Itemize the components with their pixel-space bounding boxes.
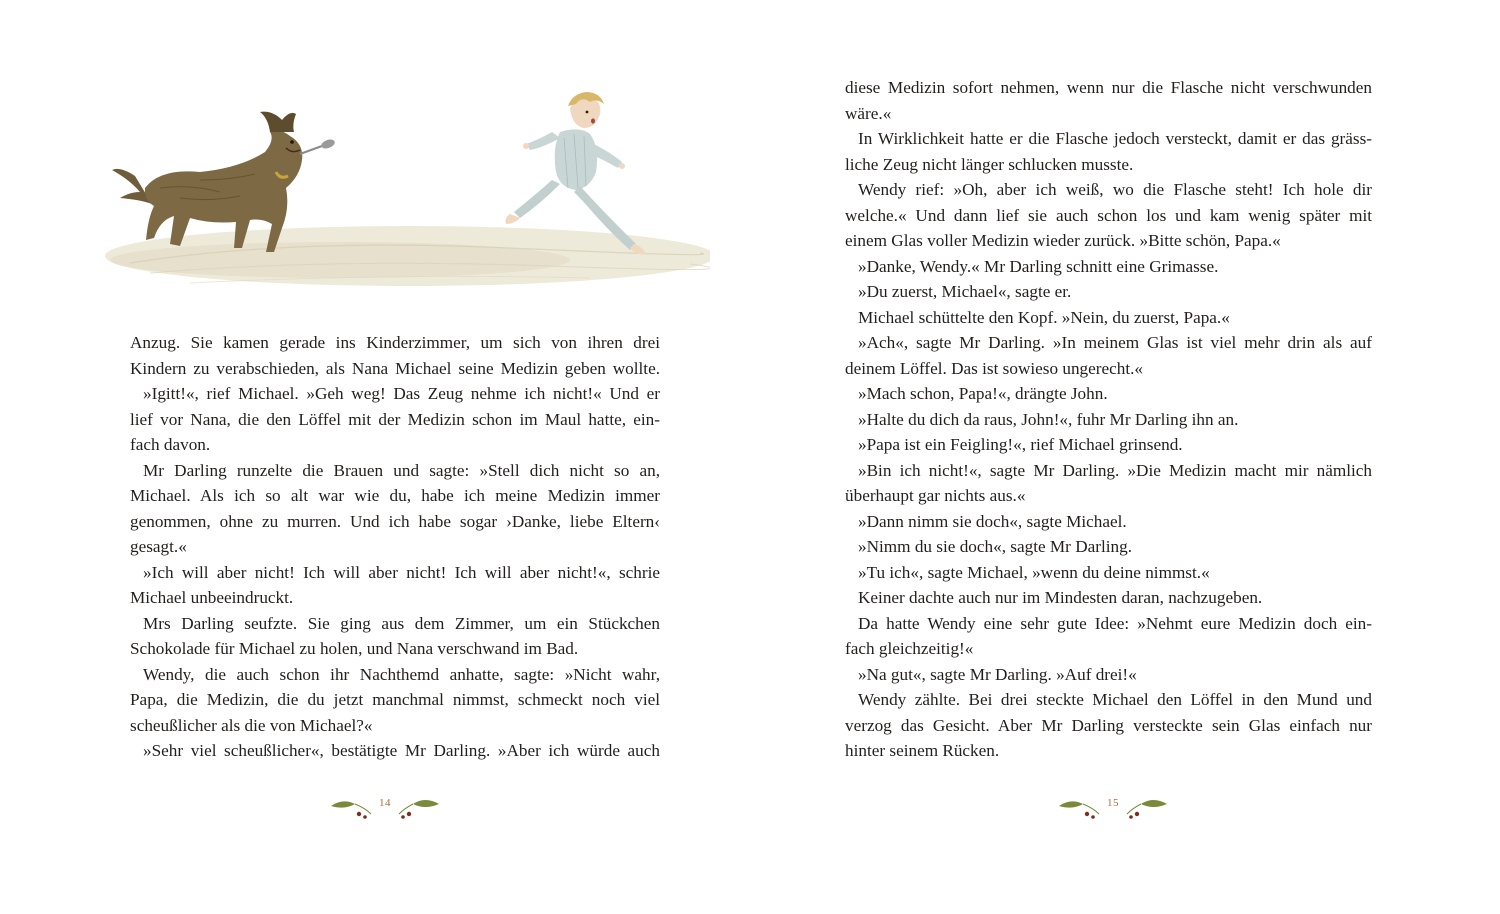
text-line: »Sehr viel scheußlicher«, bestätigte Mr Darling. »Aber ich würde auch xyxy=(143,741,660,760)
text-line: »Mach schon, Papa!«, drängte John. xyxy=(858,384,1108,403)
text-line: »Du zuerst, Michael«, sagte er. xyxy=(858,282,1072,301)
text-line: einem Glas voller Medizin wieder zurück. »Bitte schön, Papa.« xyxy=(845,231,1281,250)
text-line: Wendy, die auch schon ihr Nachthemd anhatte, sagte: »Nicht wahr, xyxy=(143,664,660,684)
text-line: hinter seinem Rücken. xyxy=(845,741,1000,760)
text-line: »Papa ist ein Feigling!«, rief Michael grinsend. xyxy=(858,435,1183,454)
text-line: Kindern zu verabschieden, als Nana Michael seine Medizin geben wollte. xyxy=(130,358,660,378)
text-line: »Halte du dich da raus, John!«, fuhr Mr Darling ihn an. xyxy=(858,409,1239,429)
text-line: verzog das Gesicht. Aber Mr Darling versteckte sein Glas einfach nur xyxy=(845,715,1372,735)
text-line: »Ich will aber nicht! Ich will aber nicht! Ich will aber nicht!«, schrie xyxy=(143,562,660,582)
text-line: fach gleichzeitig!« xyxy=(845,639,974,658)
text-line: Wendy zählte. Bei drei steckte Michael den Löffel in den Mund und xyxy=(858,690,1372,709)
text-line: genommen, ohne zu murren. Und ich habe sogar ›Danke, liebe Eltern‹ xyxy=(130,511,660,531)
page-number-ornament-left xyxy=(325,792,445,824)
text-line: Keiner dachte auch nur im Mindesten daran, nachzugeben. xyxy=(858,588,1263,607)
text-line: Anzug. Sie kamen gerade ins Kinderzimmer, um sich von ihren drei xyxy=(130,333,660,352)
page-number-ornament-right xyxy=(1053,792,1173,824)
text-line: liche Zeug nicht länger schlucken musste. xyxy=(845,154,1134,174)
text-line: Schokolade für Michael zu holen, und Nana verschwand im Bad. xyxy=(130,639,579,658)
text-line: lief vor Nana, die den Löffel mit der Medizin schon im Maul hatte, ein- xyxy=(130,409,660,429)
page-number: 15 xyxy=(1107,797,1119,809)
right-page-text xyxy=(845,75,1372,764)
text-line: »Tu ich«, sagte Michael, »wenn du deine nimmst.« xyxy=(858,562,1210,582)
left-page-text xyxy=(130,330,660,764)
text-line: In Wirklichkeit hatte er die Flasche jedoch versteckt, damit er das gräss- xyxy=(858,129,1372,148)
text-line: »Na gut«, sagte Mr Darling. »Auf drei!« xyxy=(858,664,1137,684)
text-line: »Ach«, sagte Mr Darling. »In meinem Glas ist viel mehr drin als auf xyxy=(858,333,1372,352)
dog-and-boy-illustration xyxy=(90,88,710,308)
text-line: Michael schüttelte den Kopf. »Nein, du zuerst, Papa.« xyxy=(858,307,1230,327)
text-line: fach davon. xyxy=(130,435,211,454)
text-line: Mr Darling runzelte die Brauen und sagte: »Stell dich nicht so an, xyxy=(143,460,660,480)
text-line: welche.« Und dann lief sie auch schon los und kam wenig später mit xyxy=(845,205,1372,225)
text-line: Mrs Darling seufzte. Sie ging aus dem Zimmer, um ein Stückchen xyxy=(143,613,660,633)
text-line: Michael unbeeindruckt. xyxy=(130,588,294,607)
text-line: wäre.« xyxy=(845,103,892,123)
text-line: Wendy rief: »Oh, aber ich weiß, wo die Flasche steht! Ich hole dir xyxy=(858,180,1372,199)
text-line: »Igitt!«, rief Michael. »Geh weg! Das Zeug nehme ich nicht!« Und er xyxy=(143,384,660,403)
text-line: »Nimm du sie doch«, sagte Mr Darling. xyxy=(858,537,1133,556)
text-line: »Danke, Wendy.« Mr Darling schnitt eine Grimasse. xyxy=(858,256,1219,276)
text-line: »Dann nimm sie doch«, sagte Michael. xyxy=(858,511,1127,531)
text-line: Michael. Als ich so alt war wie du, habe ich meine Medizin immer xyxy=(130,486,660,505)
page-number: 14 xyxy=(379,797,391,809)
spoon-icon xyxy=(300,138,336,154)
text-line: überhaupt gar nichts aus.« xyxy=(845,486,1026,505)
right-page xyxy=(750,0,1500,914)
text-line: Papa, die Medizin, die du jetzt manchmal nimmst, schmeckt noch viel xyxy=(130,690,660,709)
text-line: »Bin ich nicht!«, sagte Mr Darling. »Die Medizin macht mir nämlich xyxy=(858,460,1372,480)
text-line: deinem Löffel. Das ist sowieso ungerecht.« xyxy=(845,358,1144,378)
text-line: Da hatte Wendy eine sehr gute Idee: »Nehmt eure Medizin doch ein- xyxy=(858,613,1372,633)
text-line: diese Medizin sofort nehmen, wenn nur die Flasche nicht verschwunden xyxy=(845,78,1372,97)
text-line: scheußlicher als die von Michael?« xyxy=(130,715,373,735)
text-line: gesagt.« xyxy=(130,537,187,556)
